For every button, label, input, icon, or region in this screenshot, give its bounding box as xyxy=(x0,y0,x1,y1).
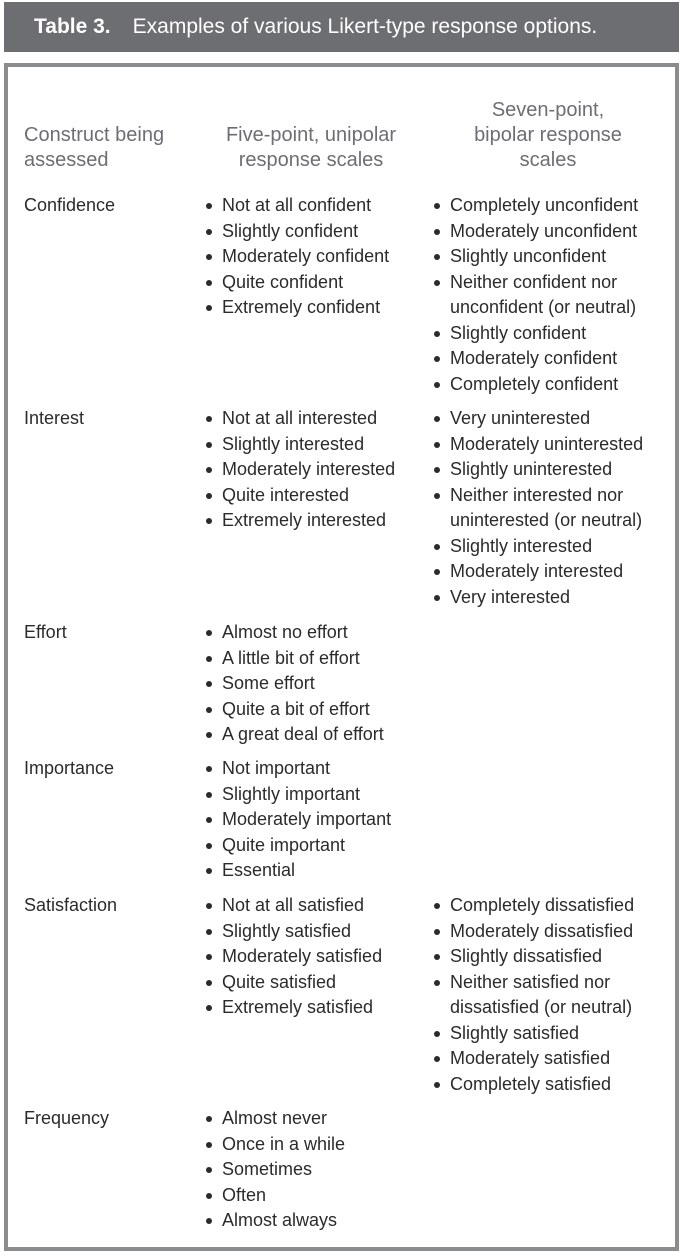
list-item: Quite confident xyxy=(204,270,434,296)
construct-label: Satisfaction xyxy=(24,895,118,915)
list-item: Not important xyxy=(204,756,434,782)
list-item: A little bit of effort xyxy=(204,646,434,672)
list-item: Slightly dissatisfied xyxy=(432,944,677,970)
list-item: Not at all satisfied xyxy=(204,893,434,919)
seven-point-options xyxy=(432,193,677,397)
five-point-options xyxy=(204,893,434,1021)
list-item: Extremely satisfied xyxy=(204,995,434,1021)
list-item: Once in a while xyxy=(204,1132,434,1158)
list-item: Moderately interested xyxy=(432,559,677,585)
construct-label: Importance xyxy=(24,758,115,778)
list-item: Moderately uninterested xyxy=(432,432,677,458)
five-point-options xyxy=(204,756,434,884)
list-item-line: uninterested (or neutral) xyxy=(450,510,643,530)
list-item: Quite important xyxy=(204,833,434,859)
header-five-point xyxy=(196,123,426,173)
list-item: Sometimes xyxy=(204,1157,434,1183)
list-item-line: dissatisfied (or neutral) xyxy=(450,997,633,1017)
list-item: Moderately confident xyxy=(204,244,434,270)
header-seven-point-line: scales xyxy=(519,149,577,171)
list-item: Completely unconfident xyxy=(432,193,677,219)
header-five-point-line: Five-point, unipolar xyxy=(225,124,397,146)
list-item: Completely dissatisfied xyxy=(432,893,677,919)
list-item: Slightly confident xyxy=(432,321,677,347)
five-point-options xyxy=(204,1106,434,1234)
list-item-line: Neither satisfied nor xyxy=(450,971,611,992)
list-item: Very interested xyxy=(432,585,677,611)
table-caption: Examples of various Likert-type response options. xyxy=(132,15,598,38)
list-item: Extremely interested xyxy=(204,508,434,534)
five-point-options xyxy=(204,620,434,748)
list-item: Completely confident xyxy=(432,372,677,398)
list-item: Moderately interested xyxy=(204,457,434,483)
header-construct-line: assessed xyxy=(24,149,109,171)
list-item: Slightly uninterested xyxy=(432,457,677,483)
table-label: Table 3. xyxy=(34,15,111,38)
list-item: Moderately important xyxy=(204,807,434,833)
list-item: Essential xyxy=(204,858,434,884)
header-seven-point-line: Seven-point, xyxy=(491,99,605,121)
header-seven-point-line: bipolar response xyxy=(474,124,622,146)
list-item: Slightly important xyxy=(204,782,434,808)
five-point-options xyxy=(204,406,434,534)
list-item: Almost always xyxy=(204,1208,434,1234)
list-item: Moderately satisfied xyxy=(432,1046,677,1072)
list-item: Quite interested xyxy=(204,483,434,509)
list-item: Almost never xyxy=(204,1106,434,1132)
header-seven-point xyxy=(428,98,668,173)
seven-point-options xyxy=(432,893,677,1097)
list-item: Quite satisfied xyxy=(204,970,434,996)
list-item: Slightly confident xyxy=(204,219,434,245)
list-item xyxy=(432,270,677,321)
list-item: Very uninterested xyxy=(432,406,677,432)
list-item: Slightly satisfied xyxy=(204,919,434,945)
header-construct xyxy=(24,123,204,173)
construct-label: Confidence xyxy=(24,195,116,215)
list-item: Quite a bit of effort xyxy=(204,697,434,723)
table-title-bar xyxy=(4,2,679,52)
seven-point-options xyxy=(432,406,677,610)
five-point-options xyxy=(204,193,434,321)
list-item: Moderately confident xyxy=(432,346,677,372)
construct-label: Effort xyxy=(24,622,67,642)
list-item: A great deal of effort xyxy=(204,722,434,748)
list-item: Almost no effort xyxy=(204,620,434,646)
list-item: Some effort xyxy=(204,671,434,697)
list-item: Moderately dissatisfied xyxy=(432,919,677,945)
list-item-line: unconfident (or neutral) xyxy=(450,297,637,317)
list-item: Not at all interested xyxy=(204,406,434,432)
list-item: Not at all confident xyxy=(204,193,434,219)
list-item xyxy=(432,970,677,1021)
header-five-point-line: response scales xyxy=(238,149,384,171)
construct-label: Frequency xyxy=(24,1108,110,1128)
list-item: Moderately unconfident xyxy=(432,219,677,245)
list-item: Slightly interested xyxy=(432,534,677,560)
list-item-line: Neither confident nor xyxy=(450,271,618,292)
list-item: Slightly interested xyxy=(204,432,434,458)
list-item: Moderately satisfied xyxy=(204,944,434,970)
header-construct-line: Construct being xyxy=(24,124,165,146)
list-item: Completely satisfied xyxy=(432,1072,677,1098)
list-item-line: Neither interested nor xyxy=(450,484,624,505)
list-item: Extremely confident xyxy=(204,295,434,321)
table-frame xyxy=(4,63,679,1251)
list-item: Often xyxy=(204,1183,434,1209)
list-item: Slightly satisfied xyxy=(432,1021,677,1047)
list-item xyxy=(432,483,677,534)
construct-label: Interest xyxy=(24,408,85,428)
list-item: Slightly unconfident xyxy=(432,244,677,270)
